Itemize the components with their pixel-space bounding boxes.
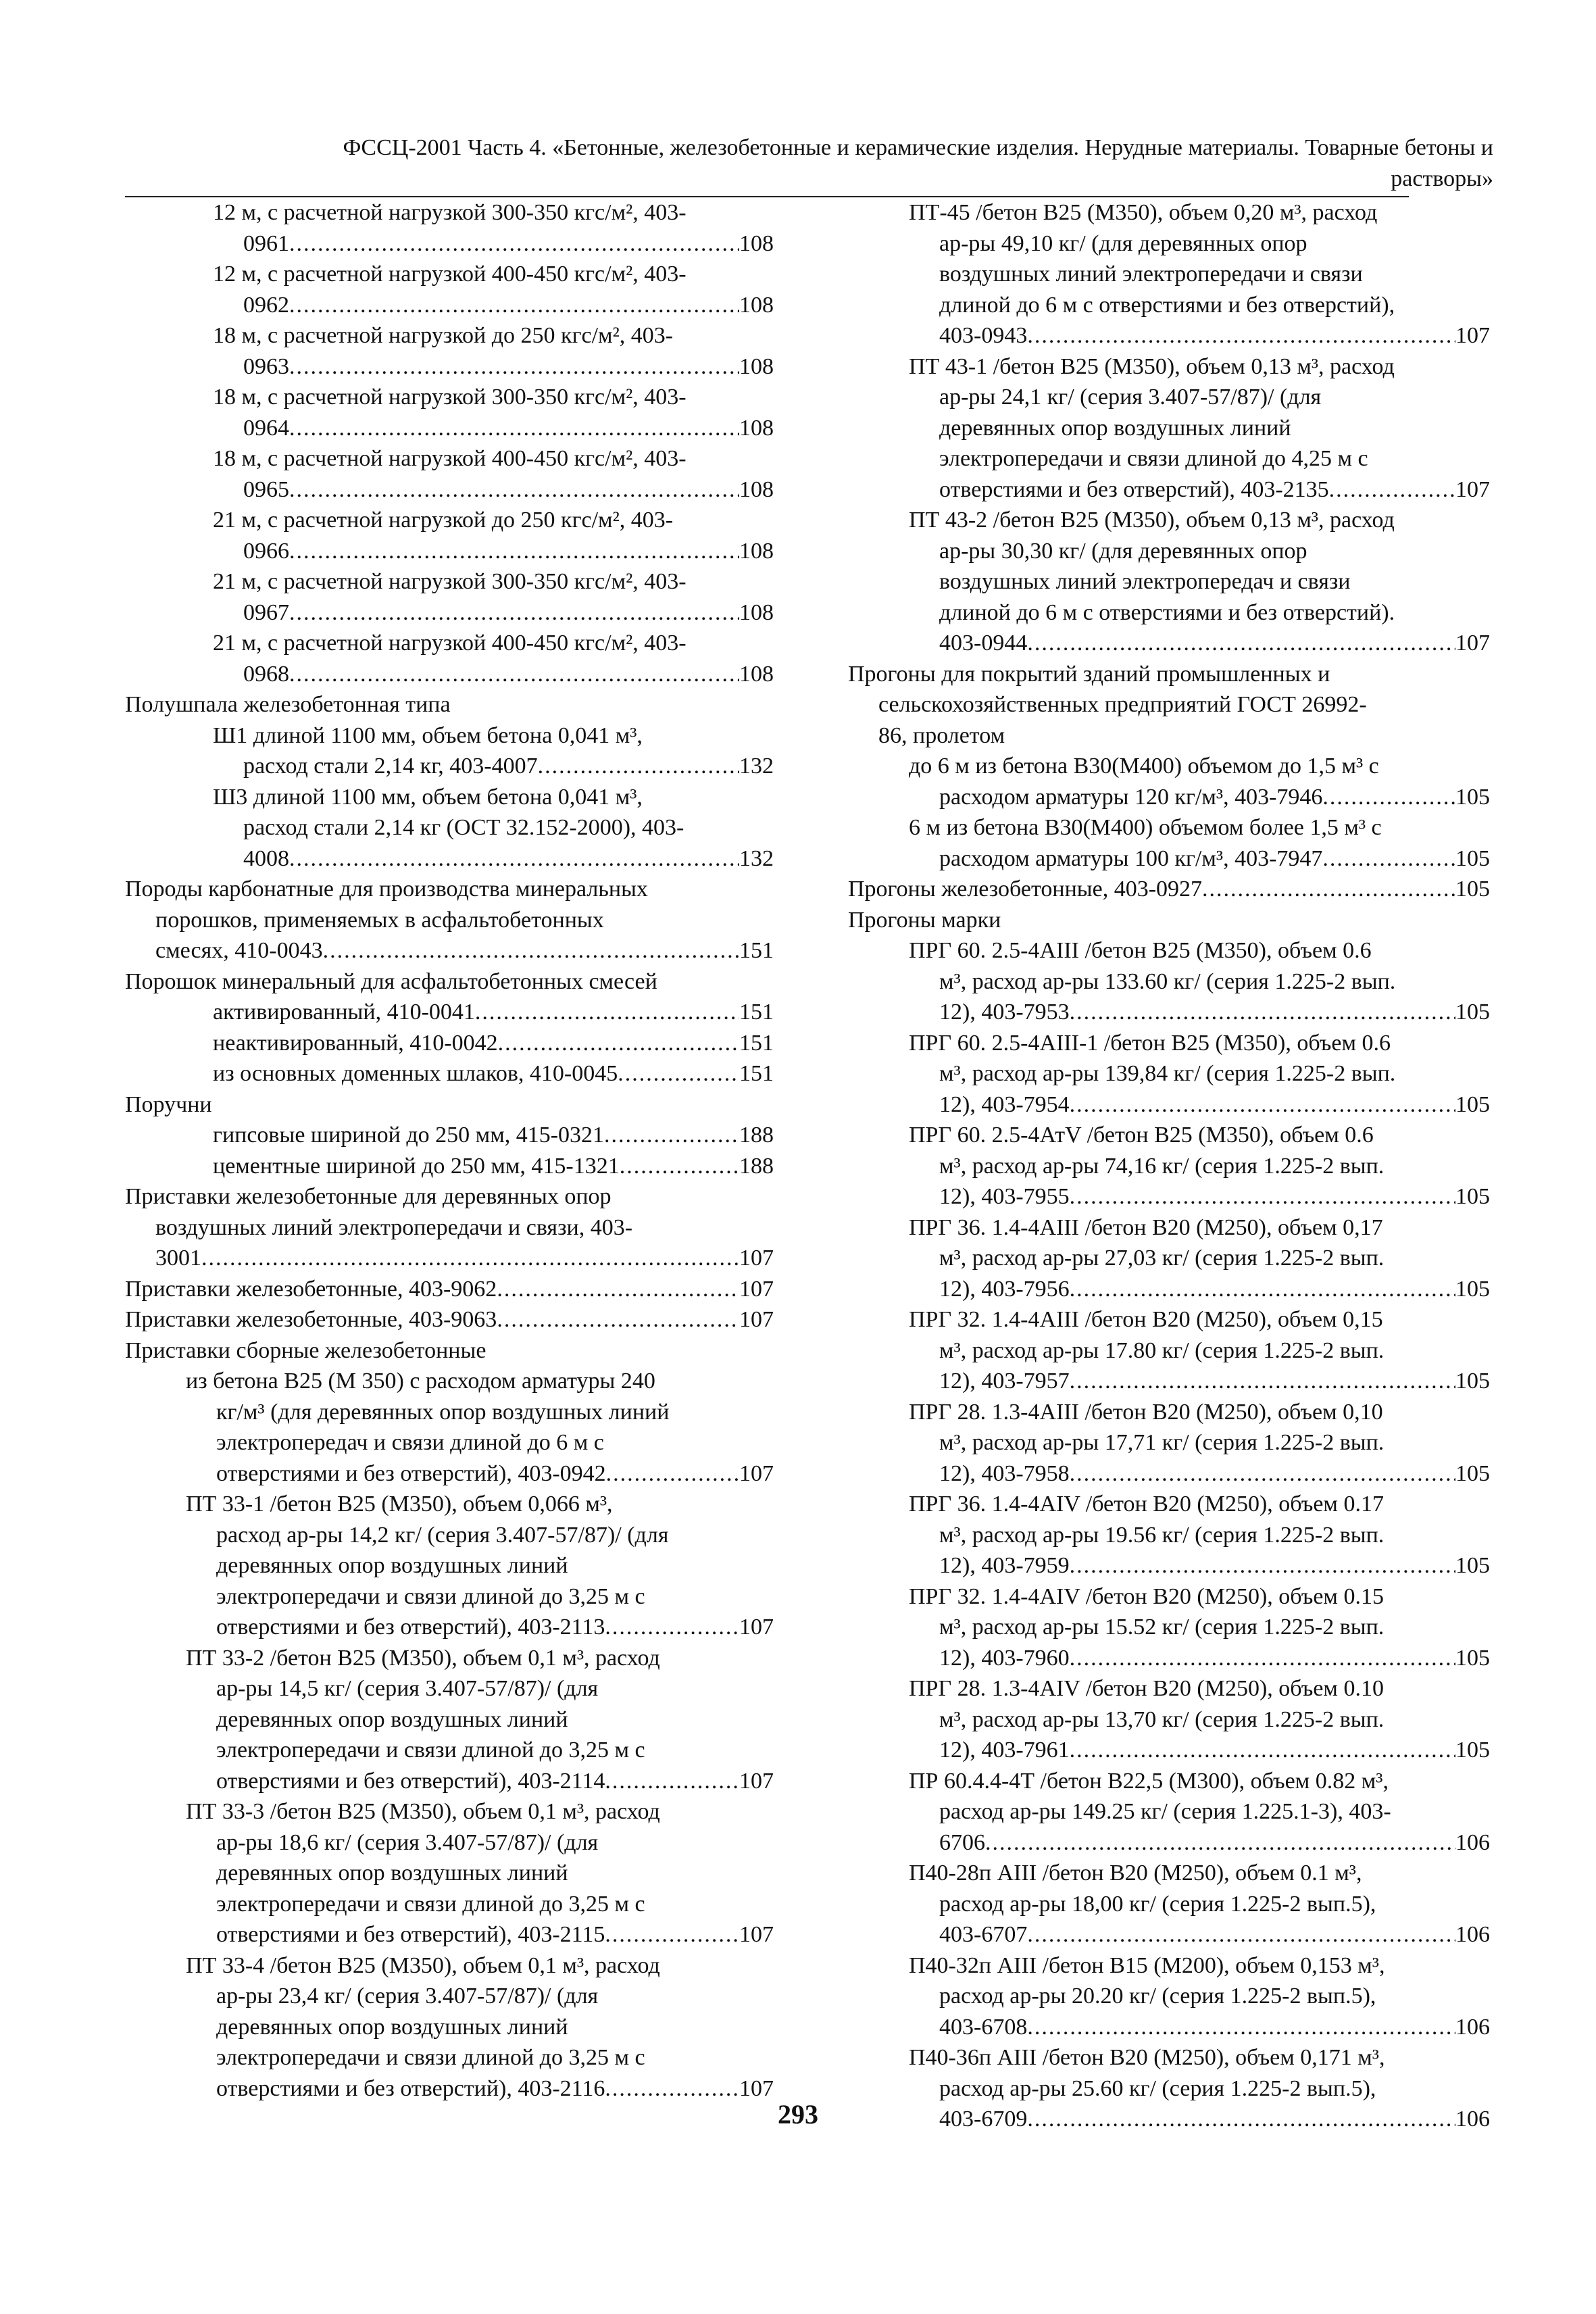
index-entry <box>125 1028 774 1059</box>
index-entry <box>125 1181 774 1274</box>
entry-text-line: 21 м, с расчетной нагрузкой 300-350 кгс/м², 403- <box>213 569 687 594</box>
entry-text-line: ПРГ 60. 2.5-4АIII-1 /бетон В25 (М350), объем 0.6 <box>909 1030 1391 1056</box>
dot-leader <box>289 659 739 690</box>
page-reference: 107 <box>739 1460 774 1486</box>
index-entry <box>125 1335 774 1367</box>
index-entry <box>125 1489 774 1643</box>
entry-text-line: электропередачи и связи длиной до 3,25 м с <box>216 1738 645 1763</box>
index-entry <box>848 1212 1490 1305</box>
dot-leader <box>1027 2012 1455 2043</box>
page-reference: 132 <box>739 845 774 871</box>
dot-leader <box>985 1827 1455 1858</box>
index-entry <box>125 1304 774 1335</box>
index-entry <box>848 812 1490 874</box>
page-reference: 108 <box>739 292 774 318</box>
entry-text-line: Прогоны для покрытий зданий промышленных и <box>848 661 1330 687</box>
dot-leader <box>498 1028 739 1059</box>
index-entry <box>125 782 774 875</box>
page-reference: 106 <box>1455 2014 1490 2040</box>
index-entry <box>125 1089 774 1121</box>
dot-leader <box>1070 1181 1455 1212</box>
entry-text-line: длиной до 6 м с отверстиями и без отверстий), <box>939 292 1395 318</box>
page-reference: 107 <box>739 1922 774 1947</box>
dot-leader <box>289 413 739 444</box>
index-entry <box>125 1120 774 1151</box>
header-title-end: растворы» <box>1391 166 1493 191</box>
entry-text-line: деревянных опор воздушных линий <box>216 2014 568 2040</box>
dot-leader <box>1070 1089 1455 1121</box>
entry-text-line: деревянных опор воздушных линий <box>216 1861 568 1886</box>
entry-text-line: м³, расход ар-ры 17,71 кг/ (серия 1.225-2 вып. <box>939 1430 1385 1455</box>
entry-text-line: ПТ 33-4 /бетон В25 (М350), объем 0,1 м³, расход <box>186 1952 660 1978</box>
index-entry <box>125 197 774 259</box>
page-reference: 108 <box>739 661 774 687</box>
index-entry <box>125 1796 774 1950</box>
dot-leader <box>1322 843 1455 875</box>
index-entry <box>848 659 1490 752</box>
entry-text-line: 6 м из бетона В30(М400) объемом более 1,5 м³ с <box>909 815 1382 840</box>
entry-text-line: м³, расход ар-ры 19.56 кг/ (серия 1.225-2 вып. <box>939 1522 1385 1548</box>
entry-text-line: 12), 403-7957 <box>939 1369 1070 1394</box>
entry-text-line: деревянных опор воздушных линий <box>939 415 1291 441</box>
dot-leader <box>1070 997 1455 1028</box>
entry-text-line: ПТ 43-2 /бетон В25 (М350), объем 0,13 м³, расход <box>909 508 1395 533</box>
index-entry <box>848 351 1490 506</box>
entry-text-line: 403-0944 <box>939 631 1028 656</box>
entry-text-line: 403-6709 <box>939 2107 1028 2132</box>
entry-text-line: из основных доменных шлаков, 410-0045 <box>213 1061 618 1086</box>
entry-text-line: расход стали 2,14 кг (ОСТ 32.152-2000), 403- <box>243 815 684 840</box>
dot-leader <box>289 843 739 875</box>
index-entry <box>848 905 1490 936</box>
dot-leader <box>1329 474 1455 506</box>
dot-leader <box>1027 320 1455 351</box>
entry-text-line: отверстиями и без отверстий), 403-2116 <box>216 2075 605 2101</box>
page-reference: 107 <box>739 1768 774 1794</box>
entry-text-line: ПРГ 28. 1.3-4АIII /бетон В20 (М250), объем 0,10 <box>909 1399 1383 1425</box>
entry-text-line: ПРГ 36. 1.4-4АIII /бетон В20 (М250), объем 0,17 <box>909 1214 1383 1240</box>
entry-text-line: Полушпала железобетонная типа <box>125 692 451 717</box>
entry-text-line: ПРГ 28. 1.3-4АIV /бетон В20 (М250), объем 0.10 <box>909 1676 1384 1701</box>
entry-text-line: П40-28п АIII /бетон В20 (М250), объем 0.1 м³, <box>909 1861 1362 1886</box>
entry-text-line: отверстиями и без отверстий), 403-2115 <box>216 1922 605 1947</box>
entry-text-line: ПТ 43-1 /бетон В25 (М350), объем 0,13 м³, расход <box>909 353 1395 379</box>
entry-text-line: 403-6708 <box>939 2014 1028 2040</box>
dot-leader <box>620 1151 739 1182</box>
entry-text-line: 18 м, с расчетной нагрузкой 300-350 кгс/м², 403- <box>213 385 687 410</box>
entry-text-line: деревянных опор воздушных линий <box>216 1553 568 1578</box>
index-entry <box>848 1950 1490 2043</box>
page-reference: 151 <box>739 1000 774 1025</box>
dot-leader <box>497 1274 739 1305</box>
dot-leader <box>604 1120 739 1151</box>
index-entry <box>125 997 774 1028</box>
index-entry <box>125 505 774 566</box>
page-reference: 108 <box>739 599 774 625</box>
entry-text-line: сельскохозяйственных предприятий ГОСТ 26992- <box>878 692 1367 717</box>
entry-text-line: м³, расход ар-ры 133.60 кг/ (серия 1.225-2 вып. <box>939 968 1396 994</box>
index-entry <box>125 382 774 443</box>
entry-text-line: Прогоны марки <box>848 907 1001 933</box>
index-entry <box>125 874 774 966</box>
entry-text-line: ар-ры 24,1 кг/ (серия 3.407-57/87)/ (для <box>939 385 1322 410</box>
entry-text-line: 6706 <box>939 1829 985 1855</box>
entry-text-line: ПР 60.4.4-4Т /бетон В22,5 (М300), объем 0.82 м³, <box>909 1768 1389 1794</box>
entry-text-line: ар-ры 49,10 кг/ (для деревянных опор <box>939 230 1307 256</box>
entry-text-line: м³, расход ар-ры 17.80 кг/ (серия 1.225-2 вып. <box>939 1337 1385 1363</box>
entry-text-line: 12), 403-7953 <box>939 1000 1070 1025</box>
entry-text-line: ар-ры 23,4 кг/ (серия 3.407-57/87)/ (для <box>216 1984 599 2009</box>
entry-text-line: м³, расход ар-ры 27,03 кг/ (серия 1.225-2 вып. <box>939 1246 1385 1271</box>
index-entry <box>848 1581 1490 1674</box>
entry-text-line: 0968 <box>243 661 289 687</box>
page-reference: 108 <box>739 230 774 256</box>
page-number: 293 <box>778 2099 818 2130</box>
entry-text-line: Ш3 длиной 1100 мм, объем бетона 0,041 м³, <box>213 784 643 810</box>
entry-text-line: расход ар-ры 25.60 кг/ (серия 1.225-2 вып.5), <box>939 2075 1376 2101</box>
entry-text-line: электропередачи и связи длиной до 3,25 м с <box>216 1583 645 1609</box>
entry-text-line: ПТ 33-2 /бетон В25 (М350), объем 0,1 м³, расход <box>186 1645 660 1671</box>
entry-text-line: ПРГ 32. 1.4-4АIII /бетон В20 (М250), объем 0,15 <box>909 1307 1383 1332</box>
entry-text-line: расходом арматуры 120 кг/м³, 403-7946 <box>939 784 1323 810</box>
dot-leader <box>1070 1643 1455 1674</box>
entry-text-line: длиной до 6 м с отверстиями и без отверстий). <box>939 599 1395 625</box>
dot-leader <box>289 290 739 321</box>
dot-leader <box>606 1458 739 1490</box>
entry-text-line: м³, расход ар-ры 15.52 кг/ (серия 1.225-2 вып. <box>939 1615 1385 1640</box>
entry-text-line: ПРГ 60. 2.5-4АтV /бетон В25 (М350), объем 0.6 <box>909 1123 1374 1148</box>
index-entry <box>848 197 1490 351</box>
page-reference: 105 <box>1455 1276 1490 1302</box>
dot-leader <box>289 597 739 629</box>
index-entry <box>848 935 1490 1028</box>
entry-text-line: расход ар-ры 14,2 кг/ (серия 3.407-57/87)/ (для <box>216 1522 669 1548</box>
page-reference: 106 <box>1455 2107 1490 2132</box>
entry-text-line: ПТ-45 /бетон В25 (М350), объем 0,20 м³, расход <box>909 200 1378 225</box>
dot-leader <box>497 1304 739 1335</box>
dot-leader <box>289 351 739 383</box>
entry-text-line: 12), 403-7955 <box>939 1184 1070 1209</box>
entry-text-line: 12 м, с расчетной нагрузкой 300-350 кгс/м², 403- <box>213 200 687 225</box>
page-reference: 151 <box>739 1030 774 1056</box>
dot-leader <box>323 935 739 966</box>
index-entry <box>848 1304 1490 1397</box>
entry-text-line: 12), 403-7959 <box>939 1553 1070 1578</box>
index-entry <box>125 689 774 720</box>
entry-text-line: ар-ры 18,6 кг/ (серия 3.407-57/87)/ (для <box>216 1829 599 1855</box>
page-reference: 105 <box>1455 784 1490 810</box>
dot-leader <box>605 1919 739 1950</box>
entry-text-line: П40-36п АIII /бетон В20 (М250), объем 0,171 м³, <box>909 2045 1385 2070</box>
entry-text-line: 403-0943 <box>939 323 1028 348</box>
entry-text-line: 12), 403-7960 <box>939 1645 1070 1671</box>
dot-leader <box>1027 1919 1455 1950</box>
entry-text-line: 0962 <box>243 292 289 318</box>
entry-text-line: порошков, применяемых в асфальтобетонных <box>155 907 604 933</box>
entry-text-line: 0964 <box>243 415 289 441</box>
index-entry <box>848 874 1490 905</box>
dot-leader <box>1070 1366 1455 1397</box>
entry-text-line: 3001 <box>155 1246 201 1271</box>
page-reference: 108 <box>739 476 774 502</box>
entry-text-line: 21 м, с расчетной нагрузкой до 250 кгс/м², 403- <box>213 508 674 533</box>
entry-text-line: 403-6707 <box>939 1922 1028 1947</box>
page-reference: 105 <box>1455 845 1490 871</box>
page-reference: 107 <box>1455 323 1490 348</box>
entry-text-line: ар-ры 30,30 кг/ (для деревянных опор <box>939 538 1307 564</box>
page-reference: 107 <box>739 1615 774 1640</box>
index-entry <box>125 1151 774 1182</box>
dot-leader <box>538 751 739 782</box>
index-column-right <box>848 197 1490 2135</box>
entry-text-line: ПТ 33-3 /бетон В25 (М350), объем 0,1 м³, расход <box>186 1799 660 1824</box>
entry-text-line: расход ар-ры 18,00 кг/ (серия 1.225-2 вып.5), <box>939 1891 1376 1917</box>
index-entry <box>125 1366 774 1489</box>
index-entry <box>125 628 774 689</box>
entry-text-line: неактивированный, 410-0042 <box>213 1030 498 1056</box>
page-reference: 108 <box>739 538 774 564</box>
page-reference: 105 <box>1455 1738 1490 1763</box>
entry-text-line: ПРГ 32. 1.4-4АIV /бетон В20 (М250), объем 0.15 <box>909 1583 1384 1609</box>
page-reference: 108 <box>739 353 774 379</box>
page-reference: 107 <box>739 1246 774 1271</box>
index-entry <box>125 720 774 782</box>
dot-leader <box>1070 1458 1455 1490</box>
entry-text-line: расход стали 2,14 кг, 403-4007 <box>243 754 538 779</box>
page-reference: 105 <box>1455 1091 1490 1117</box>
index-entry <box>848 1397 1490 1490</box>
page-reference: 106 <box>1455 1922 1490 1947</box>
entry-text-line: 0961 <box>243 230 289 256</box>
entry-text-line: Прогоны железобетонные, 403-0927 <box>848 877 1203 902</box>
entry-text-line: электропередачи и связи длиной до 3,25 м с <box>216 2045 645 2070</box>
entry-text-line: Приставки железобетонные, 403-9063 <box>125 1307 497 1332</box>
index-entry <box>848 1028 1490 1121</box>
dot-leader <box>289 228 739 260</box>
entry-text-line: 12 м, с расчетной нагрузкой 400-450 кгс/м², 403- <box>213 262 687 287</box>
entry-text-line: П40-32п АIII /бетон В15 (М200), объем 0,153 м³, <box>909 1952 1385 1978</box>
entry-text-line: воздушных линий электропередачи и связи, 403- <box>155 1214 633 1240</box>
entry-text-line: кг/м³ (для деревянных опор воздушных линий <box>216 1399 670 1425</box>
page-reference: 188 <box>739 1153 774 1179</box>
entry-text-line: расход ар-ры 20.20 кг/ (серия 1.225-2 вып.5), <box>939 1984 1376 2009</box>
index-entry <box>125 566 774 628</box>
entry-text-line: 12), 403-7958 <box>939 1460 1070 1486</box>
entry-text-line: электропередач и связи длиной до 6 м с <box>216 1430 604 1455</box>
dot-leader <box>1070 1274 1455 1305</box>
entry-text-line: м³, расход ар-ры 74,16 кг/ (серия 1.225-2 вып. <box>939 1153 1385 1179</box>
entry-text-line: гипсовые шириной до 250 мм, 415-0321 <box>213 1123 605 1148</box>
dot-leader <box>1070 1550 1455 1581</box>
entry-text-line: цементные шириной до 250 мм, 415-1321 <box>213 1153 620 1179</box>
entry-text-line: Порошок минеральный для асфальтобетонных смесей <box>125 968 657 994</box>
dot-leader <box>1202 874 1455 905</box>
entry-text-line: Породы карбонатные для производства минеральных <box>125 877 648 902</box>
entry-text-line: Ш1 длиной 1100 мм, объем бетона 0,041 м³, <box>213 722 643 748</box>
header-title: ФССЦ-2001 Часть 4. «Бетонные, железобетонные и керамические изделия. Нерудные материалы. Товарные бетоны и <box>343 135 1493 160</box>
page-reference: 107 <box>739 1276 774 1302</box>
dot-leader <box>1322 782 1455 813</box>
entry-text-line: отверстиями и без отверстий), 403-0942 <box>216 1460 606 1486</box>
entry-text-line: отверстиями и без отверстий), 403-2135 <box>939 476 1329 502</box>
dot-leader <box>289 536 739 567</box>
page-reference: 107 <box>1455 631 1490 656</box>
entry-text-line: 4008 <box>243 845 289 871</box>
entry-text-line: ар-ры 14,5 кг/ (серия 3.407-57/87)/ (для <box>216 1676 599 1701</box>
index-entry <box>125 443 774 505</box>
page-reference: 105 <box>1455 1645 1490 1671</box>
dot-leader <box>1070 1735 1455 1766</box>
entry-text-line: 18 м, с расчетной нагрузкой до 250 кгс/м², 403- <box>213 323 674 348</box>
entry-text-line: Приставки сборные железобетонные <box>125 1337 487 1363</box>
page-reference: 151 <box>739 1061 774 1086</box>
index-entry <box>848 1766 1490 1858</box>
page-reference: 105 <box>1455 1553 1490 1578</box>
entry-text-line: отверстиями и без отверстий), 403-2113 <box>216 1615 605 1640</box>
index-entry <box>125 966 774 998</box>
entry-text-line: 0963 <box>243 353 289 379</box>
index-entry <box>125 259 774 320</box>
page-reference: 107 <box>1455 476 1490 502</box>
index-entry <box>125 1274 774 1305</box>
entry-text-line: ПРГ 60. 2.5-4АIII /бетон В25 (М350), объем 0.6 <box>909 938 1372 963</box>
index-entry <box>125 1643 774 1797</box>
index-entry <box>848 1673 1490 1766</box>
entry-text-line: расходом арматуры 100 кг/м³, 403-7947 <box>939 845 1323 871</box>
entry-text-line: 86, пролетом <box>878 722 1005 748</box>
page-reference: 108 <box>739 415 774 441</box>
entry-text-line: 0967 <box>243 599 289 625</box>
entry-text-line: из бетона В25 (М 350) с расходом арматуры 240 <box>186 1369 655 1394</box>
entry-text-line: м³, расход ар-ры 13,70 кг/ (серия 1.225-2 вып. <box>939 1706 1385 1732</box>
dot-leader <box>475 997 739 1028</box>
page-reference: 132 <box>739 754 774 779</box>
entry-text-line: Приставки железобетонные для деревянных опор <box>125 1184 612 1209</box>
entry-text-line: 18 м, с расчетной нагрузкой 400-450 кгс/м², 403- <box>213 446 687 471</box>
page-reference: 107 <box>739 2075 774 2101</box>
entry-text-line: 12), 403-7961 <box>939 1738 1070 1763</box>
entry-text-line: электропередачи и связи длиной до 4,25 м с <box>939 446 1368 471</box>
index-entry <box>848 1489 1490 1581</box>
page-reference: 107 <box>739 1307 774 1332</box>
dot-leader <box>1027 628 1455 659</box>
running-header <box>125 132 1493 195</box>
index-entry <box>848 751 1490 812</box>
page-reference: 105 <box>1455 1369 1490 1394</box>
page-reference: 105 <box>1455 1460 1490 1486</box>
entry-text-line: до 6 м из бетона В30(М400) объемом до 1,5 м³ с <box>909 754 1379 779</box>
entry-text-line: активированный, 410-0041 <box>213 1000 475 1025</box>
entry-text-line: 0965 <box>243 476 289 502</box>
index-entry <box>848 1858 1490 1950</box>
page-reference: 188 <box>739 1123 774 1148</box>
page-reference: 105 <box>1455 1000 1490 1025</box>
dot-leader <box>201 1243 739 1274</box>
page-reference: 151 <box>739 938 774 963</box>
dot-leader <box>289 474 739 506</box>
entry-text-line: 21 м, с расчетной нагрузкой 400-450 кгс/м², 403- <box>213 631 687 656</box>
entry-text-line: ПРГ 36. 1.4-4АIV /бетон В20 (М250), объем 0.17 <box>909 1492 1384 1517</box>
index-entry <box>848 1120 1490 1212</box>
page-reference: 105 <box>1455 1184 1490 1209</box>
entry-text-line: воздушных линий электропередач и связи <box>939 569 1351 594</box>
entry-text-line: 0966 <box>243 538 289 564</box>
entry-text-line: отверстиями и без отверстий), 403-2114 <box>216 1768 605 1794</box>
index-column-left <box>125 197 774 2104</box>
entry-text-line: 12), 403-7954 <box>939 1091 1070 1117</box>
page-reference: 106 <box>1455 1829 1490 1855</box>
index-entry <box>125 320 774 382</box>
entry-text-line: смесях, 410-0043 <box>155 938 323 963</box>
entry-text-line: электропередачи и связи длиной до 3,25 м с <box>216 1891 645 1917</box>
dot-leader <box>605 1612 739 1643</box>
dot-leader <box>605 1766 739 1797</box>
entry-text-line: Приставки железобетонные, 403-9062 <box>125 1276 497 1302</box>
entry-text-line: м³, расход ар-ры 139,84 кг/ (серия 1.225-2 вып. <box>939 1061 1396 1086</box>
entry-text-line: воздушных линий электропередачи и связи <box>939 262 1363 287</box>
dot-leader <box>618 1058 739 1089</box>
page-reference: 105 <box>1455 877 1490 902</box>
index-entry <box>125 1950 774 2104</box>
entry-text-line: 12), 403-7956 <box>939 1276 1070 1302</box>
entry-text-line: деревянных опор воздушных линий <box>216 1706 568 1732</box>
index-entry <box>848 505 1490 659</box>
entry-text-line: ПТ 33-1 /бетон В25 (М350), объем 0,066 м³, <box>186 1492 613 1517</box>
entry-text-line: Поручни <box>125 1091 212 1117</box>
index-entry <box>125 1058 774 1089</box>
entry-text-line: расход ар-ры 149.25 кг/ (серия 1.225.1-3), 403- <box>939 1799 1391 1824</box>
